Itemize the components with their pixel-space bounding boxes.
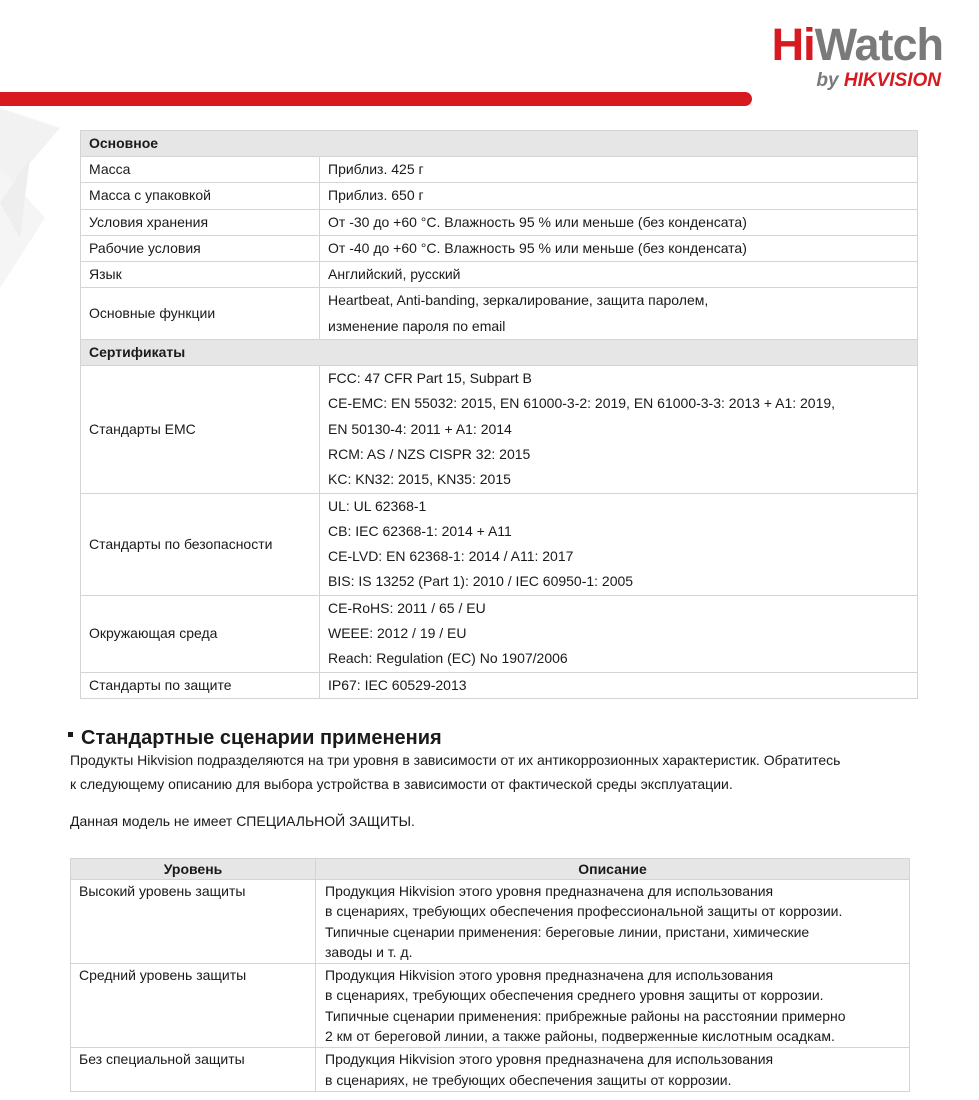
decorative-watermark-icon xyxy=(0,108,70,308)
spec-key: Окружающая среда xyxy=(81,595,320,672)
table-header-row xyxy=(71,859,910,880)
table-row xyxy=(81,235,918,261)
spec-value-line: WEEE: 2012 / 19 / EU xyxy=(328,625,467,642)
description-line: Типичные сценарии применения: прибрежные районы на расстоянии примерно xyxy=(325,1007,846,1024)
spec-key: Стандарты EMC xyxy=(81,366,320,493)
intro-paragraph: Продукты Hikvision подразделяются на три уровня в зависимости от их антикоррозионных характеристик. Обратитесь к следующему описанию для выбора устройства в зависимости от фактической среды эксплуатации. xyxy=(70,752,841,792)
spec-value-line: Reach: Regulation (EC) No 1907/2006 xyxy=(328,650,568,667)
description-line: Продукция Hikvision этого уровня предназначена для использования xyxy=(325,1051,774,1068)
section-header-row xyxy=(81,131,918,157)
column-header-description: Описание xyxy=(316,859,910,880)
spec-value-line: CE-LVD: EN 62368-1: 2014 / A11: 2017 xyxy=(328,548,574,565)
spec-value-line: CB: IEC 62368-1: 2014 + A11 xyxy=(328,522,512,539)
protection-levels-table xyxy=(70,858,910,1092)
spec-key: Основные функции xyxy=(81,288,320,340)
description-line: заводы и т. д. xyxy=(325,943,413,960)
description-line: Типичные сценарии применения: береговые линии, пристани, химические xyxy=(325,923,810,940)
spec-value xyxy=(320,262,918,288)
description-line: в сценариях, не требующих обеспечения защиты от коррозии. xyxy=(325,1071,732,1088)
spec-key: Стандарты по защите xyxy=(81,672,320,698)
table-row xyxy=(71,880,910,964)
spec-value-line: BIS: IS 13252 (Part 1): 2010 / IEC 60950-1: 2005 xyxy=(328,573,634,590)
spec-key: Масса xyxy=(81,157,320,183)
spec-value-line: UL: UL 62368-1 xyxy=(328,497,427,514)
level-name: Высокий уровень защиты xyxy=(71,880,316,964)
spec-value-line: Heartbeat, Anti-banding, зеркалирование, защита паролем, xyxy=(328,292,709,309)
level-description xyxy=(316,964,910,1048)
spec-key: Стандарты по безопасности xyxy=(81,493,320,595)
spec-key: Рабочие условия xyxy=(81,235,320,261)
section-header-row xyxy=(81,340,918,366)
level-description xyxy=(316,880,910,964)
description-line: в сценариях, требующих обеспечения среднего уровня защиты от коррозии. xyxy=(325,987,824,1004)
spec-value xyxy=(320,209,918,235)
spec-value xyxy=(320,366,918,493)
level-name: Без специальной защиты xyxy=(71,1048,316,1092)
table-row xyxy=(81,209,918,235)
spec-value-line: CE-EMC: EN 55032: 2015, EN 61000-3-2: 2019, EN 61000-3-3: 2013 + A1: 2019, xyxy=(328,395,836,412)
description-line: Продукция Hikvision этого уровня предназначена для использования xyxy=(325,883,774,899)
spec-value xyxy=(320,493,918,595)
spec-value xyxy=(320,672,918,698)
spec-table xyxy=(80,130,918,699)
section-title: Стандартные сценарии применения xyxy=(68,726,442,750)
spec-value-line: изменение пароля по email xyxy=(328,317,506,334)
table-row xyxy=(81,262,918,288)
table-row xyxy=(81,366,918,493)
section-header: Основное xyxy=(81,131,918,157)
bullet-icon xyxy=(68,732,73,737)
table-row xyxy=(81,493,918,595)
spec-value-line: IP67: IEC 60529-2013 xyxy=(328,676,467,693)
header-red-bar xyxy=(0,92,752,106)
spec-value-line: KC: KN32: 2015, KN35: 2015 xyxy=(328,471,511,488)
spec-value-line: Приблиз. 425 г xyxy=(328,161,424,177)
table-row xyxy=(81,288,918,340)
table-row xyxy=(81,672,918,698)
section-header: Сертификаты xyxy=(81,340,918,366)
table-row xyxy=(81,183,918,209)
column-header-level: Уровень xyxy=(71,859,316,880)
spec-value xyxy=(320,157,918,183)
spec-value xyxy=(320,235,918,261)
spec-value-line: От -30 до +60 °C. Влажность 95 % или меньше (без конденсата) xyxy=(328,213,747,230)
spec-value-line: Английский, русский xyxy=(328,266,461,283)
table-row xyxy=(81,157,918,183)
spec-value-line: RCM: AS / NZS CISPR 32: 2015 xyxy=(328,445,531,462)
spec-value xyxy=(320,595,918,672)
spec-value-line: EN 50130-4: 2011 + A1: 2014 xyxy=(328,420,512,437)
level-name: Средний уровень защиты xyxy=(71,964,316,1048)
hiwatch-logo xyxy=(771,19,943,92)
spec-value-line: Приблиз. 650 г xyxy=(328,187,424,204)
logo-byline: by HIKVISION xyxy=(816,70,941,91)
table-row xyxy=(71,964,910,1048)
spec-key: Язык xyxy=(81,262,320,288)
table-row xyxy=(71,1048,910,1092)
spec-value-line: FCC: 47 CFR Part 15, Subpart B xyxy=(328,370,532,387)
spec-key: Условия хранения xyxy=(81,209,320,235)
level-description xyxy=(316,1048,910,1092)
spec-key: Масса с упаковкой xyxy=(81,183,320,209)
spec-value xyxy=(320,183,918,209)
spec-value-line: CE-RoHS: 2011 / 65 / EU xyxy=(328,599,486,616)
description-line: Продукция Hikvision этого уровня предназначена для использования xyxy=(325,967,774,984)
spec-value-line: От -40 до +60 °C. Влажность 95 % или меньше (без конденсата) xyxy=(328,239,747,256)
description-line: 2 км от береговой линии, а также районы, подверженные кислотным осадкам. xyxy=(325,1028,835,1045)
spec-value xyxy=(320,288,918,340)
model-note: Данная модель не имеет СПЕЦИАЛЬНОЙ ЗАЩИТЫ. xyxy=(70,813,415,829)
description-line: в сценариях, требующих обеспечения профессиональной защиты от коррозии. xyxy=(325,903,843,920)
table-row xyxy=(81,595,918,672)
logo-wordmark: HiWatch xyxy=(771,19,943,70)
